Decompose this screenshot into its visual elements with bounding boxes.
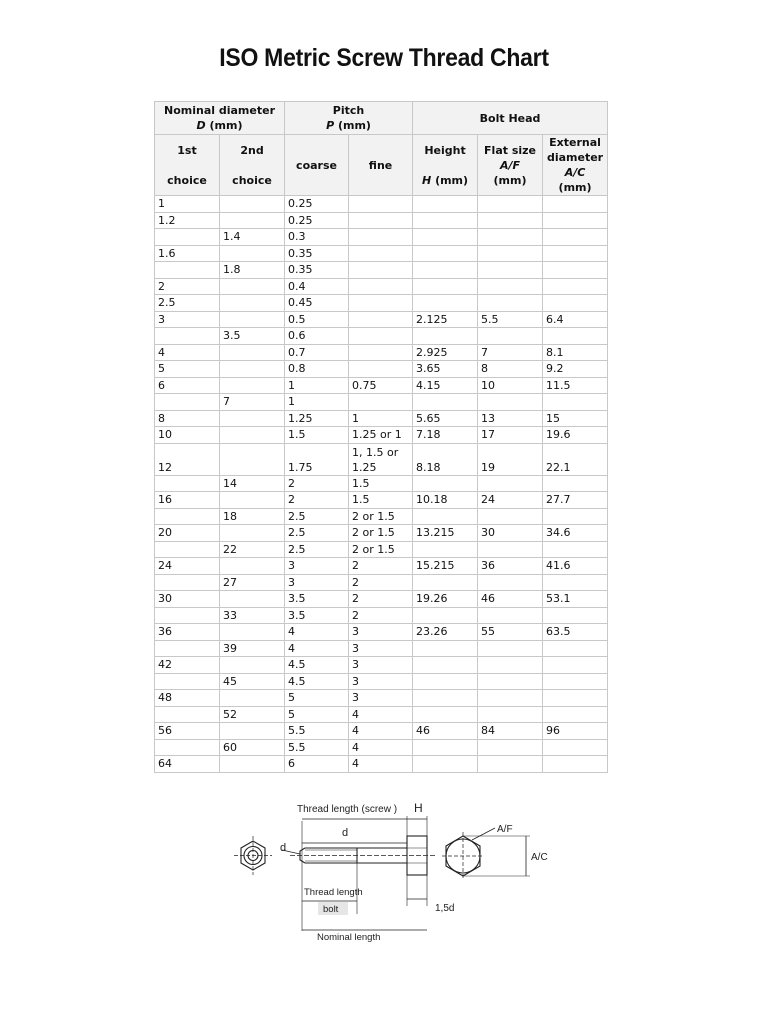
head-height-cell bbox=[413, 394, 478, 411]
coarse-pitch-cell: 0.5 bbox=[285, 311, 349, 328]
table-row bbox=[155, 723, 608, 740]
external-diameter-cell bbox=[543, 278, 608, 295]
fine-pitch-cell: 1 bbox=[349, 410, 413, 427]
external-diameter-cell: 19.6 bbox=[543, 427, 608, 444]
coarse-pitch-cell: 0.7 bbox=[285, 344, 349, 361]
second-choice-cell bbox=[220, 278, 285, 295]
table-row bbox=[155, 328, 608, 345]
first-choice-cell: 16 bbox=[155, 492, 220, 509]
table-row bbox=[155, 657, 608, 674]
first-choice-cell bbox=[155, 328, 220, 345]
head-height-cell bbox=[413, 212, 478, 229]
header-nominal-diameter: Nominal diameter D (mm) bbox=[155, 102, 285, 135]
external-diameter-cell bbox=[543, 739, 608, 756]
external-diameter-cell: 96 bbox=[543, 723, 608, 740]
fine-pitch-cell bbox=[349, 344, 413, 361]
head-height-cell bbox=[413, 508, 478, 525]
external-diameter-cell bbox=[543, 574, 608, 591]
flat-size-cell bbox=[478, 262, 543, 279]
first-choice-cell: 3 bbox=[155, 311, 220, 328]
coarse-pitch-cell: 5.5 bbox=[285, 723, 349, 740]
flat-size-cell bbox=[478, 229, 543, 246]
coarse-pitch-cell: 5 bbox=[285, 690, 349, 707]
flat-size-cell bbox=[478, 394, 543, 411]
coarse-pitch-cell: 3.5 bbox=[285, 607, 349, 624]
flat-size-cell bbox=[478, 690, 543, 707]
label-ac: A/C bbox=[531, 852, 548, 863]
head-height-cell: 5.65 bbox=[413, 410, 478, 427]
table-row bbox=[155, 739, 608, 756]
table-row bbox=[155, 706, 608, 723]
flat-size-cell bbox=[478, 328, 543, 345]
flat-size-cell bbox=[478, 475, 543, 492]
external-diameter-cell bbox=[543, 690, 608, 707]
fine-pitch-cell: 3 bbox=[349, 673, 413, 690]
external-diameter-cell: 11.5 bbox=[543, 377, 608, 394]
fine-pitch-cell: 2 or 1.5 bbox=[349, 525, 413, 542]
first-choice-cell: 10 bbox=[155, 427, 220, 444]
second-choice-cell bbox=[220, 756, 285, 773]
second-choice-cell bbox=[220, 377, 285, 394]
second-choice-cell: 18 bbox=[220, 508, 285, 525]
second-choice-cell: 60 bbox=[220, 739, 285, 756]
second-choice-cell bbox=[220, 591, 285, 608]
coarse-pitch-cell: 4.5 bbox=[285, 673, 349, 690]
header-pitch: Pitch P (mm) bbox=[285, 102, 413, 135]
flat-size-cell bbox=[478, 657, 543, 674]
table-row bbox=[155, 558, 608, 575]
first-choice-cell: 30 bbox=[155, 591, 220, 608]
coarse-pitch-cell: 4.5 bbox=[285, 657, 349, 674]
head-height-cell: 8.18 bbox=[413, 443, 478, 475]
head-height-cell bbox=[413, 245, 478, 262]
head-height-cell: 3.65 bbox=[413, 361, 478, 378]
external-diameter-cell: 9.2 bbox=[543, 361, 608, 378]
first-choice-cell: 1.2 bbox=[155, 212, 220, 229]
second-choice-cell bbox=[220, 723, 285, 740]
first-choice-cell bbox=[155, 706, 220, 723]
first-choice-cell: 36 bbox=[155, 624, 220, 641]
label-af: A/F bbox=[497, 824, 513, 835]
coarse-pitch-cell: 3 bbox=[285, 574, 349, 591]
flat-size-cell bbox=[478, 756, 543, 773]
flat-size-cell: 46 bbox=[478, 591, 543, 608]
second-choice-cell: 33 bbox=[220, 607, 285, 624]
external-diameter-cell bbox=[543, 657, 608, 674]
table-row bbox=[155, 262, 608, 279]
head-height-cell bbox=[413, 262, 478, 279]
coarse-pitch-cell: 1.5 bbox=[285, 427, 349, 444]
label-d-top: d bbox=[342, 827, 349, 839]
coarse-pitch-cell: 0.25 bbox=[285, 212, 349, 229]
bolt-side-view-icon bbox=[282, 816, 435, 931]
coarse-pitch-cell: 2 bbox=[285, 475, 349, 492]
second-choice-cell: 1.4 bbox=[220, 229, 285, 246]
flat-size-cell bbox=[478, 508, 543, 525]
fine-pitch-cell: 2 bbox=[349, 607, 413, 624]
first-choice-cell bbox=[155, 640, 220, 657]
header-flat-size: Flat size A/F (mm) bbox=[478, 135, 543, 196]
coarse-pitch-cell: 1.75 bbox=[285, 443, 349, 475]
table-row bbox=[155, 607, 608, 624]
second-choice-cell bbox=[220, 212, 285, 229]
second-choice-cell bbox=[220, 344, 285, 361]
fine-pitch-cell: 2 bbox=[349, 591, 413, 608]
first-choice-cell bbox=[155, 739, 220, 756]
coarse-pitch-cell: 2.5 bbox=[285, 508, 349, 525]
external-diameter-cell bbox=[543, 229, 608, 246]
head-height-cell bbox=[413, 196, 478, 213]
first-choice-cell: 42 bbox=[155, 657, 220, 674]
table-row bbox=[155, 295, 608, 312]
thread-rows bbox=[155, 196, 608, 773]
flat-size-cell: 19 bbox=[478, 443, 543, 475]
coarse-pitch-cell: 4 bbox=[285, 624, 349, 641]
external-diameter-cell bbox=[543, 640, 608, 657]
fine-pitch-cell bbox=[349, 245, 413, 262]
flat-size-cell bbox=[478, 212, 543, 229]
second-choice-cell bbox=[220, 410, 285, 427]
first-choice-cell bbox=[155, 541, 220, 558]
first-choice-cell bbox=[155, 508, 220, 525]
first-choice-cell: 5 bbox=[155, 361, 220, 378]
table-row bbox=[155, 311, 608, 328]
head-height-cell: 4.15 bbox=[413, 377, 478, 394]
label-one-five-d: 1,5d bbox=[435, 903, 455, 914]
page-title: ISO Metric Screw Thread Chart bbox=[219, 44, 549, 72]
second-choice-cell bbox=[220, 492, 285, 509]
flat-size-cell: 13 bbox=[478, 410, 543, 427]
first-choice-cell bbox=[155, 262, 220, 279]
external-diameter-cell: 63.5 bbox=[543, 624, 608, 641]
external-diameter-cell bbox=[543, 245, 608, 262]
external-diameter-cell: 53.1 bbox=[543, 591, 608, 608]
label-h: H bbox=[414, 801, 423, 815]
flat-size-cell bbox=[478, 673, 543, 690]
coarse-pitch-cell: 0.8 bbox=[285, 361, 349, 378]
fine-pitch-cell: 2 bbox=[349, 558, 413, 575]
head-height-cell bbox=[413, 328, 478, 345]
fine-pitch-cell: 4 bbox=[349, 756, 413, 773]
flat-size-cell bbox=[478, 541, 543, 558]
label-thread-length: Thread length bbox=[304, 887, 363, 898]
flat-size-cell: 10 bbox=[478, 377, 543, 394]
external-diameter-cell bbox=[543, 607, 608, 624]
second-choice-cell bbox=[220, 690, 285, 707]
head-height-cell: 7.18 bbox=[413, 427, 478, 444]
table-row bbox=[155, 361, 608, 378]
coarse-pitch-cell: 2.5 bbox=[285, 541, 349, 558]
first-choice-cell: 8 bbox=[155, 410, 220, 427]
second-choice-cell: 22 bbox=[220, 541, 285, 558]
flat-size-cell bbox=[478, 640, 543, 657]
external-diameter-cell: 15 bbox=[543, 410, 608, 427]
second-choice-cell: 39 bbox=[220, 640, 285, 657]
second-choice-cell bbox=[220, 295, 285, 312]
head-height-cell bbox=[413, 690, 478, 707]
head-height-cell bbox=[413, 475, 478, 492]
table-row bbox=[155, 443, 608, 475]
second-choice-cell: 1.8 bbox=[220, 262, 285, 279]
head-height-cell bbox=[413, 574, 478, 591]
first-choice-cell: 20 bbox=[155, 525, 220, 542]
first-choice-cell: 2.5 bbox=[155, 295, 220, 312]
external-diameter-cell bbox=[543, 394, 608, 411]
flat-size-cell: 7 bbox=[478, 344, 543, 361]
fine-pitch-cell bbox=[349, 394, 413, 411]
label-bolt: bolt bbox=[323, 904, 339, 915]
head-height-cell bbox=[413, 673, 478, 690]
table-row bbox=[155, 410, 608, 427]
external-diameter-cell bbox=[543, 475, 608, 492]
second-choice-cell: 45 bbox=[220, 673, 285, 690]
external-diameter-cell bbox=[543, 196, 608, 213]
table-row bbox=[155, 591, 608, 608]
head-height-cell bbox=[413, 278, 478, 295]
flat-size-cell: 55 bbox=[478, 624, 543, 641]
fine-pitch-cell: 4 bbox=[349, 706, 413, 723]
header-height: Height H (mm) bbox=[413, 135, 478, 196]
flat-size-cell bbox=[478, 739, 543, 756]
hex-end-view-right-icon bbox=[442, 828, 530, 880]
coarse-pitch-cell: 0.3 bbox=[285, 229, 349, 246]
coarse-pitch-cell: 0.35 bbox=[285, 262, 349, 279]
external-diameter-cell: 6.4 bbox=[543, 311, 608, 328]
external-diameter-cell: 41.6 bbox=[543, 558, 608, 575]
flat-size-cell bbox=[478, 278, 543, 295]
table-row bbox=[155, 492, 608, 509]
external-diameter-cell: 27.7 bbox=[543, 492, 608, 509]
flat-size-cell: 5.5 bbox=[478, 311, 543, 328]
first-choice-cell bbox=[155, 607, 220, 624]
fine-pitch-cell bbox=[349, 212, 413, 229]
first-choice-cell bbox=[155, 574, 220, 591]
first-choice-cell: 24 bbox=[155, 558, 220, 575]
first-choice-cell bbox=[155, 394, 220, 411]
coarse-pitch-cell: 0.35 bbox=[285, 245, 349, 262]
external-diameter-cell bbox=[543, 756, 608, 773]
fine-pitch-cell: 2 or 1.5 bbox=[349, 541, 413, 558]
coarse-pitch-cell: 0.4 bbox=[285, 278, 349, 295]
second-choice-cell: 7 bbox=[220, 394, 285, 411]
fine-pitch-cell bbox=[349, 328, 413, 345]
head-height-cell bbox=[413, 229, 478, 246]
coarse-pitch-cell: 0.45 bbox=[285, 295, 349, 312]
flat-size-cell: 8 bbox=[478, 361, 543, 378]
head-height-cell: 10.18 bbox=[413, 492, 478, 509]
first-choice-cell: 48 bbox=[155, 690, 220, 707]
table-row bbox=[155, 640, 608, 657]
fine-pitch-cell: 2 bbox=[349, 574, 413, 591]
second-choice-cell bbox=[220, 427, 285, 444]
fine-pitch-cell: 0.75 bbox=[349, 377, 413, 394]
fine-pitch-cell bbox=[349, 196, 413, 213]
external-diameter-cell bbox=[543, 212, 608, 229]
head-height-cell bbox=[413, 541, 478, 558]
coarse-pitch-cell: 5 bbox=[285, 706, 349, 723]
second-choice-cell bbox=[220, 525, 285, 542]
second-choice-cell: 14 bbox=[220, 475, 285, 492]
table-row bbox=[155, 278, 608, 295]
second-choice-cell bbox=[220, 624, 285, 641]
fine-pitch-cell: 3 bbox=[349, 640, 413, 657]
head-height-cell bbox=[413, 607, 478, 624]
table-row bbox=[155, 394, 608, 411]
first-choice-cell: 6 bbox=[155, 377, 220, 394]
first-choice-cell bbox=[155, 229, 220, 246]
header-external-diameter: External diameter A/C (mm) bbox=[543, 135, 608, 196]
flat-size-cell: 84 bbox=[478, 723, 543, 740]
flat-size-cell: 36 bbox=[478, 558, 543, 575]
header-first-choice: 1st choice bbox=[155, 135, 220, 196]
head-height-cell bbox=[413, 739, 478, 756]
table-row bbox=[155, 212, 608, 229]
head-height-cell: 23.26 bbox=[413, 624, 478, 641]
head-height-cell: 2.125 bbox=[413, 311, 478, 328]
coarse-pitch-cell: 3.5 bbox=[285, 591, 349, 608]
table-row bbox=[155, 541, 608, 558]
fine-pitch-cell bbox=[349, 278, 413, 295]
external-diameter-cell bbox=[543, 673, 608, 690]
head-height-cell bbox=[413, 657, 478, 674]
fine-pitch-cell: 3 bbox=[349, 657, 413, 674]
fine-pitch-cell bbox=[349, 229, 413, 246]
second-choice-cell bbox=[220, 311, 285, 328]
fine-pitch-cell: 1.5 bbox=[349, 475, 413, 492]
flat-size-cell bbox=[478, 706, 543, 723]
header-coarse: coarse bbox=[285, 135, 349, 196]
header-bolt-head: Bolt Head bbox=[413, 102, 608, 135]
coarse-pitch-cell: 0.25 bbox=[285, 196, 349, 213]
external-diameter-cell: 8.1 bbox=[543, 344, 608, 361]
fine-pitch-cell bbox=[349, 361, 413, 378]
coarse-pitch-cell: 3 bbox=[285, 558, 349, 575]
head-height-cell bbox=[413, 640, 478, 657]
second-choice-cell: 3.5 bbox=[220, 328, 285, 345]
coarse-pitch-cell: 1 bbox=[285, 394, 349, 411]
second-choice-cell bbox=[220, 245, 285, 262]
header-second-choice: 2nd choice bbox=[220, 135, 285, 196]
second-choice-cell: 52 bbox=[220, 706, 285, 723]
external-diameter-cell bbox=[543, 541, 608, 558]
second-choice-cell bbox=[220, 361, 285, 378]
external-diameter-cell bbox=[543, 328, 608, 345]
coarse-pitch-cell: 0.6 bbox=[285, 328, 349, 345]
head-height-cell: 2.925 bbox=[413, 344, 478, 361]
table-row bbox=[155, 624, 608, 641]
first-choice-cell: 1.6 bbox=[155, 245, 220, 262]
label-nominal-length: Nominal length bbox=[317, 932, 381, 943]
coarse-pitch-cell: 6 bbox=[285, 756, 349, 773]
first-choice-cell: 4 bbox=[155, 344, 220, 361]
head-height-cell: 19.26 bbox=[413, 591, 478, 608]
first-choice-cell: 64 bbox=[155, 756, 220, 773]
table-row bbox=[155, 427, 608, 444]
table-row bbox=[155, 229, 608, 246]
head-height-cell: 15.215 bbox=[413, 558, 478, 575]
coarse-pitch-cell: 5.5 bbox=[285, 739, 349, 756]
first-choice-cell bbox=[155, 673, 220, 690]
fine-pitch-cell bbox=[349, 262, 413, 279]
flat-size-cell bbox=[478, 196, 543, 213]
table-row bbox=[155, 673, 608, 690]
label-d-left: d bbox=[280, 842, 287, 854]
table-row bbox=[155, 475, 608, 492]
head-height-cell: 13.215 bbox=[413, 525, 478, 542]
first-choice-cell: 1 bbox=[155, 196, 220, 213]
external-diameter-cell bbox=[543, 262, 608, 279]
flat-size-cell: 17 bbox=[478, 427, 543, 444]
fine-pitch-cell: 3 bbox=[349, 690, 413, 707]
table-row bbox=[155, 377, 608, 394]
fine-pitch-cell bbox=[349, 311, 413, 328]
head-height-cell: 46 bbox=[413, 723, 478, 740]
flat-size-cell bbox=[478, 245, 543, 262]
table-row bbox=[155, 344, 608, 361]
table-row bbox=[155, 690, 608, 707]
fine-pitch-cell: 4 bbox=[349, 723, 413, 740]
fine-pitch-cell: 4 bbox=[349, 739, 413, 756]
head-height-cell bbox=[413, 295, 478, 312]
second-choice-cell: 27 bbox=[220, 574, 285, 591]
fine-pitch-cell: 1.25 or 1 bbox=[349, 427, 413, 444]
coarse-pitch-cell: 2.5 bbox=[285, 525, 349, 542]
flat-size-cell: 30 bbox=[478, 525, 543, 542]
flat-size-cell bbox=[478, 574, 543, 591]
table-row bbox=[155, 525, 608, 542]
external-diameter-cell: 22.1 bbox=[543, 443, 608, 475]
external-diameter-cell bbox=[543, 706, 608, 723]
header-fine: fine bbox=[349, 135, 413, 196]
table-row bbox=[155, 756, 608, 773]
table-row bbox=[155, 574, 608, 591]
first-choice-cell: 2 bbox=[155, 278, 220, 295]
coarse-pitch-cell: 2 bbox=[285, 492, 349, 509]
flat-size-cell bbox=[478, 607, 543, 624]
table-row bbox=[155, 196, 608, 213]
label-thread-length-screw: Thread length (screw ) bbox=[297, 804, 398, 815]
fine-pitch-cell: 3 bbox=[349, 624, 413, 641]
thread-chart-table bbox=[154, 101, 608, 773]
fine-pitch-cell: 1, 1.5 or 1.25 bbox=[349, 443, 413, 475]
flat-size-cell bbox=[478, 295, 543, 312]
table-row bbox=[155, 508, 608, 525]
second-choice-cell bbox=[220, 443, 285, 475]
head-height-cell bbox=[413, 756, 478, 773]
second-choice-cell bbox=[220, 558, 285, 575]
head-height-cell bbox=[413, 706, 478, 723]
bolt-dimension-diagram bbox=[220, 796, 550, 946]
fine-pitch-cell: 1.5 bbox=[349, 492, 413, 509]
first-choice-cell: 56 bbox=[155, 723, 220, 740]
table-row bbox=[155, 245, 608, 262]
fine-pitch-cell bbox=[349, 295, 413, 312]
second-choice-cell bbox=[220, 657, 285, 674]
second-choice-cell bbox=[220, 196, 285, 213]
coarse-pitch-cell: 1 bbox=[285, 377, 349, 394]
first-choice-cell: 12 bbox=[155, 443, 220, 475]
first-choice-cell bbox=[155, 475, 220, 492]
coarse-pitch-cell: 1.25 bbox=[285, 410, 349, 427]
external-diameter-cell: 34.6 bbox=[543, 525, 608, 542]
external-diameter-cell bbox=[543, 508, 608, 525]
fine-pitch-cell: 2 or 1.5 bbox=[349, 508, 413, 525]
external-diameter-cell bbox=[543, 295, 608, 312]
hex-end-view-left-icon bbox=[234, 836, 272, 875]
coarse-pitch-cell: 4 bbox=[285, 640, 349, 657]
flat-size-cell: 24 bbox=[478, 492, 543, 509]
